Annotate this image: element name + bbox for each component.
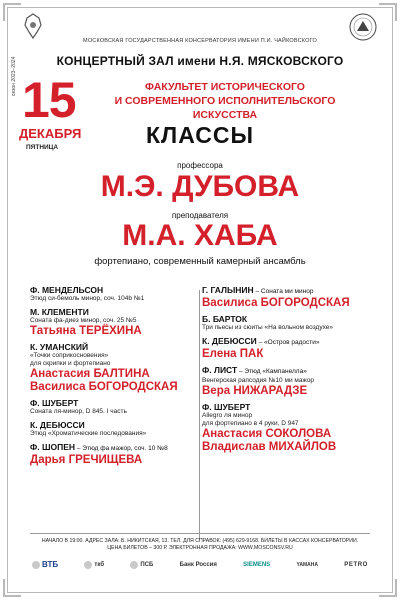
composer-name (30, 442, 220, 454)
footer-tickets: ЦЕНА БИЛЕТОВ – 300 Р. ЭЛЕКТРОННАЯ ПРОДАЖА: WWW.MOSCONSV.RU (107, 545, 293, 551)
frame-corner (379, 3, 397, 21)
teacher-name: М.Э. ДУБОВА (100, 170, 300, 203)
sponsor-logos (32, 560, 368, 569)
sponsor-name: YAMAHA (296, 561, 318, 568)
work-title-inline: – Этюд фа мажор, соч. 10 №8 (75, 445, 168, 452)
sponsor-mark-icon (84, 561, 92, 569)
state-emblem-icon (22, 12, 44, 40)
composer-label: Ф. МЕНДЕЛЬСОН (30, 285, 104, 295)
date-month: ДЕКАБРЯ (19, 126, 82, 141)
faculty-line: ФАКУЛЬТЕТ ИСТОРИЧЕСКОГО (145, 81, 305, 93)
sponsor-mark-icon (130, 561, 138, 569)
sponsor-logo (32, 560, 58, 569)
work-title: Соната ля-минор, D 845. I часть (30, 408, 127, 415)
work-title: Allegro ля минор (202, 412, 253, 419)
performer-name: Василиса БОГОРОДСКАЯ (202, 297, 350, 309)
performer-name: Вера НИЖАРАДЗЕ (202, 385, 308, 397)
performer-name: Дарья ГРЕЧИЩЕВА (30, 454, 143, 466)
composer-name (30, 285, 220, 295)
teacher-role: профессора (177, 161, 223, 170)
performer-name: Василиса БОГОРОДСКАЯ (30, 381, 178, 393)
program-item (30, 342, 220, 394)
frame-corner (3, 579, 21, 597)
composer-name (30, 420, 220, 430)
frame-corner (379, 579, 397, 597)
concert-hall-name: КОНЦЕРТНЫЙ ЗАЛ имени Н.Я. МЯСКОВСКОГО (56, 54, 344, 68)
composer-label: Ф. ШУБЕРТ (30, 398, 79, 408)
sponsor-name: Банк Россия (179, 561, 217, 568)
composer-label: К. УМАНСКИЙ (30, 342, 89, 352)
composer-name (30, 398, 220, 408)
program-item (202, 402, 392, 454)
program-item (30, 420, 220, 438)
composer-label: Г. ГАЛЫНИН (202, 285, 254, 295)
sponsor-name: ПСБ (140, 561, 154, 568)
composer-name (202, 365, 392, 377)
work-title: для скрипки и фортепиано (30, 360, 111, 367)
program-item (202, 285, 392, 310)
work-title-inline: – Этюд «Кампанелла» (237, 368, 307, 375)
performer-name: Татьяна ТЕРЁХИНА (30, 325, 142, 337)
date-day: 15 (22, 72, 76, 128)
work-title: Три пьесы из сюиты «На вольном воздухе» (202, 324, 333, 331)
sponsor-logo (344, 562, 368, 568)
composer-name (202, 402, 392, 412)
work-title: Этюд си-бемоль минор, соч. 104b №1 (30, 295, 145, 302)
composer-name (202, 285, 392, 297)
program-item (202, 314, 392, 332)
sponsor-name: PETRO (344, 561, 368, 568)
work-title: для фортепиано в 4 руки, D 947 (202, 420, 299, 427)
work-title: Соната фа-диез минор, соч. 25 №5 (30, 317, 137, 324)
program-item (30, 285, 220, 303)
composer-name (30, 342, 220, 352)
composer-label: Ф. ШУБЕРТ (202, 402, 251, 412)
work-title-inline: – Соната ми минор (253, 288, 314, 295)
faculty-name (95, 80, 355, 122)
sponsor-logo (180, 562, 217, 568)
composer-name (202, 336, 392, 348)
composer-label: Ф. ШОПЕН (30, 442, 76, 452)
performer-name: Анастасия СОКОЛОВА (202, 428, 332, 440)
sponsor-logo (84, 561, 104, 569)
composer-label: К. ДЕБЮССИ (202, 336, 257, 346)
work-title-inline: – «Остров радости» (256, 339, 320, 346)
program-item (30, 307, 220, 338)
performer-name: Анастасия БАЛТИНА (30, 368, 150, 380)
program-item (202, 336, 392, 361)
instrument-line: фортепиано, современный камерный ансамбль (94, 256, 306, 267)
sponsor-logo (130, 561, 153, 569)
work-title: Венгерская рапсодия №10 ми мажор (202, 377, 315, 384)
column-divider (199, 290, 200, 540)
sponsor-name: SIEMENS (243, 561, 271, 568)
conservatory-name: МОСКОВСКАЯ ГОСУДАРСТВЕННАЯ КОНСЕРВАТОРИЯ ИМЕНИ П.И. ЧАЙКОВСКОГО (83, 38, 317, 44)
work-title: Этюд «Хроматические последования» (30, 430, 147, 437)
program-item (30, 442, 220, 467)
date-weekday: ПЯТНИЦА (26, 144, 59, 151)
composer-label: Б. БАРТОК (202, 314, 248, 324)
frame-corner (3, 3, 21, 21)
composer-name (30, 307, 220, 317)
sponsor-name: ткб (94, 561, 105, 568)
program-item (30, 398, 220, 416)
faculty-line: И СОВРЕМЕННОГО ИСПОЛНИТЕЛЬСКОГО ИСКУССТВА (114, 95, 336, 121)
performer-name: Владислав МИХАЙЛОВ (202, 441, 337, 453)
season-label: сезон 2023–2024 (11, 56, 17, 96)
sponsor-name: ВТБ (42, 560, 59, 569)
program-column-left (30, 285, 220, 471)
composer-label: М. КЛЕМЕНТИ (30, 307, 89, 317)
performer-name: Елена ПАК (202, 348, 264, 360)
sponsor-logo (296, 562, 317, 568)
composer-label: К. ДЕБЮССИ (30, 420, 85, 430)
teacher-role: преподавателя (171, 211, 229, 220)
event-title: КЛАССЫ (146, 122, 254, 148)
footer-info: НАЧАЛО В 19:00. АДРЕС ЗАЛА: Б. НИКИТСКАЯ, 13. ТЕЛ. ДЛЯ СПРАВОК: (495) 629-9168. БИЛЕТЫ В КАССАХ КОНСЕРВАТОРИИ. (41, 538, 359, 544)
teacher-name: М.А. ХАБА (122, 219, 278, 252)
program-item (202, 365, 392, 398)
composer-name (202, 314, 392, 324)
work-title: «Точки соприкосновения» (30, 352, 109, 359)
sponsor-mark-icon (32, 561, 40, 569)
composer-label: Ф. ЛИСТ (202, 365, 238, 375)
program-column-right (202, 285, 392, 458)
footer-divider (30, 533, 370, 534)
sponsor-logo (243, 562, 270, 568)
